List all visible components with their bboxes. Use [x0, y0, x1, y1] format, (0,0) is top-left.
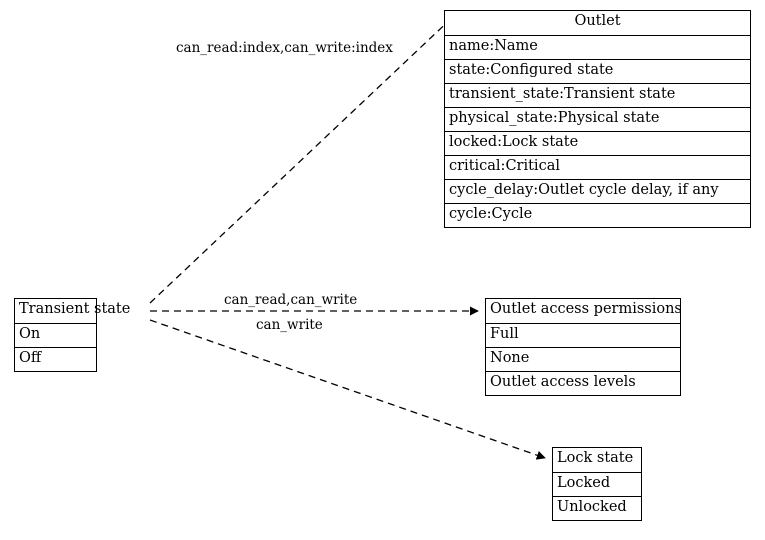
node-outlet-row: state:Configured state: [445, 59, 750, 83]
edge-label-outlet: can_read:index,can_write:index: [176, 40, 393, 56]
node-outlet-row: name:Name: [445, 35, 750, 59]
node-outlet-row: physical_state:Physical state: [445, 107, 750, 131]
node-outlet-row: transient_state:Transient state: [445, 83, 750, 107]
node-lock-state-title: Lock state: [557, 450, 634, 466]
node-outlet-access-permissions[interactable]: [485, 298, 681, 396]
node-lock-state-row: Locked: [553, 472, 641, 496]
node-outlet-access-permissions-row: None: [486, 347, 680, 371]
node-outlet-access-permissions-title: Outlet access permissions: [490, 301, 682, 317]
node-transient-state[interactable]: [14, 298, 131, 372]
edge-label-permissions-lower: can_write: [256, 317, 323, 333]
node-outlet-title: Outlet: [574, 13, 621, 29]
node-outlet-row: cycle:Cycle: [445, 203, 750, 227]
node-transient-state-row: On: [15, 323, 96, 347]
node-transient-state-title: Transient state: [19, 301, 131, 317]
node-outlet[interactable]: [444, 10, 751, 228]
node-outlet-row: critical:Critical: [445, 155, 750, 179]
edge-transient-to-outlet: [150, 14, 456, 303]
node-lock-state[interactable]: [552, 447, 642, 521]
node-outlet-access-permissions-row: Full: [486, 323, 680, 347]
node-outlet-row: locked:Lock state: [445, 131, 750, 155]
node-transient-state-row: Off: [15, 347, 96, 371]
node-outlet-access-permissions-row: Outlet access levels: [486, 371, 680, 395]
node-lock-state-row: Unlocked: [553, 496, 641, 520]
node-outlet-row: cycle_delay:Outlet cycle delay, if any: [445, 179, 750, 203]
edge-label-permissions-upper: can_read,can_write: [224, 292, 358, 308]
